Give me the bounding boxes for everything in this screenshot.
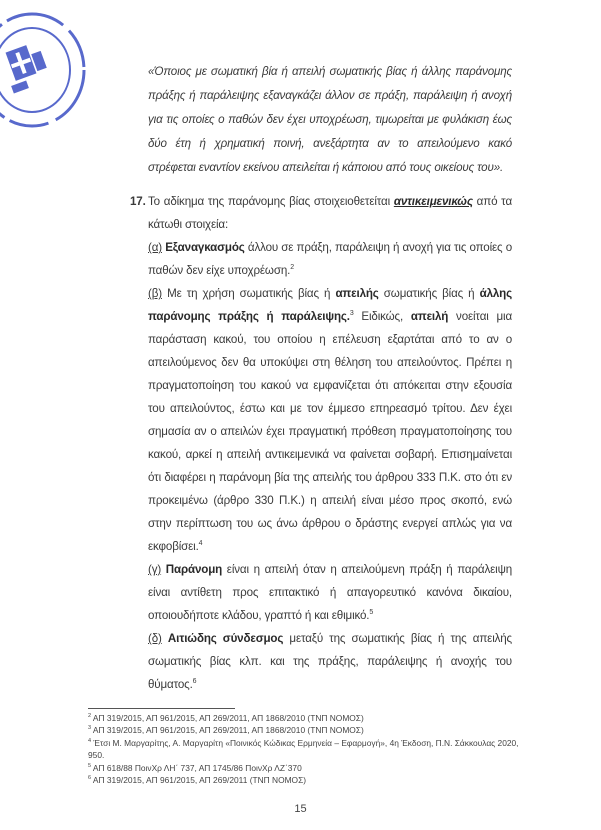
item-text: νοείται μια παράσταση κακού, του οποίου η επέλευση εξαρτάται από το αν ο απειλούμενος δεν θα υποκύψει στη θέληση του απειλούντος. Πρέπει η πραγματοποίηση του κακού να εμφανίζεται ότι απόκειται στην εξουσία του απειλούντος, έστω και με τον έμμεσο επηρεασμό τρίτου. Δεν έχει σημασία αν ο απειλών έχει πραγματική πρόθεση πραγματοποίησης του κακού, αρκεί η απειλή αντικειμενικά να φαίνεται σοβαρή. Επισημαίνεται ότι διαφέρει η παράνομη βία της απειλής του άρθρου 333 Π.Κ. στο ότι εν προκειμένω (άρθρο 330 Π.Κ.) η απειλή είναι μέσο προς σκοπό, ενώ στην περίπτωση του ως άνω άρθρου ο δράστης ενεργεί απλώς για να εκφοβίσει.: [148, 310, 512, 553]
item-label: (δ): [148, 632, 162, 645]
footnote: [88, 762, 528, 774]
footnote-text: ΑΠ 319/2015, ΑΠ 961/2015, ΑΠ 269/2011 (ΤΝΠ ΝΟΜΟΣ): [91, 775, 307, 786]
footnote-number: 5: [88, 762, 92, 769]
item-label: (γ): [148, 563, 162, 576]
paragraph-number: 17.: [130, 195, 146, 208]
footnote: [88, 774, 528, 786]
paragraph-intro: [148, 190, 512, 236]
item-text: σωματικής βίας ή: [378, 287, 480, 300]
footnote: [88, 712, 528, 724]
footnote-ref[interactable]: 2: [290, 264, 294, 272]
footnote-ref[interactable]: 3: [349, 310, 354, 318]
official-stamp: [0, 8, 92, 130]
paragraph-17: [130, 190, 512, 696]
item-term: Παράνομη: [165, 563, 223, 576]
item-label: (β): [148, 287, 162, 300]
element-gamma: [148, 558, 512, 627]
page-number: 15: [294, 803, 307, 816]
footnote-ref[interactable]: 4: [198, 540, 203, 548]
footnote-ref[interactable]: 6: [192, 678, 197, 686]
footnote-text: ΑΠ 319/2015, ΑΠ 961/2015, ΑΠ 269/2011, ΑΠ 1868/2010 (ΤΝΠ ΝΟΜΟΣ): [91, 713, 364, 723]
emphasis-term: αντικειμενικώς: [393, 195, 473, 208]
element-alpha: [148, 236, 512, 282]
item-text: μεταξύ της σωματικής βίας ή της απειλής σωματικής βίας κλπ. και της πράξης, παράλειψης ή ανοχής του θύματος.: [148, 632, 512, 691]
quoted-article-text: «Όποιος με σωματική βία ή απειλή σωματικής βίας ή άλλης παράνομης πράξης ή παράλειψης εξαναγκάζει άλλον σε πράξη, παράλειψη ή ανοχή για τις οποίες ο παθών δεν έχει υποχρέωση, τιμωρείται με φυλάκιση έως δύο έτη ή χρηματική ποινή, ανεξάρτητα αν το απειλούμενο κακό στρέφεται εναντίον εκείνου απειλείται ή κάποιου από τους οικείους του».: [148, 65, 512, 174]
item-term: απειλής: [335, 287, 379, 300]
item-label: (α): [148, 241, 162, 254]
footnote: [88, 737, 528, 762]
intro-text-end: από τα κάτωθι στοιχεία:: [148, 195, 512, 231]
item-term: άλλης παράνομης πράξης ή παράλειψης.: [148, 287, 512, 323]
footnote: [88, 724, 528, 736]
footnote-text: Έτσι Μ. Μαργαρίτης, Α. Μαργαρίτη «Ποινικός Κώδικας Ερμηνεία – Εφαρμογή», 4η Έκδοση, Π.Ν. Σάκκουλας 2020, 950.: [88, 737, 519, 761]
item-text: Ειδικώς,: [353, 310, 411, 323]
item-term: απειλή: [410, 310, 449, 323]
footnotes: [88, 712, 528, 786]
footnote-number: 2: [88, 713, 92, 720]
intro-text: Το αδίκημα της παράνομης βίας στοιχειοθετείται: [148, 195, 394, 208]
footnote-text: ΑΠ 319/2015, ΑΠ 961/2015, ΑΠ 269/2011, ΑΠ 1868/2010 (ΤΝΠ ΝΟΜΟΣ): [91, 725, 364, 736]
footnote-number: 6: [88, 775, 92, 782]
footnote-ref[interactable]: 5: [369, 609, 374, 617]
element-delta: [148, 627, 512, 696]
footnote-number: 3: [88, 725, 92, 732]
item-term: Αιτιώδης σύνδεσμος: [167, 632, 284, 645]
footnote-number: 4: [88, 738, 92, 745]
item-text: είναι η απειλή όταν η απειλούμενη πράξη ή παράλειψη είναι αντίθετη προς επιτακτικό ή απαγορευτικό κανόνα δικαίου, οποιουδήποτε κλάδου, γραπτό ή και εθιμικό.: [148, 563, 512, 622]
item-text: άλλου σε πράξη, παράλειψη ή ανοχή για τις οποίες ο παθών δεν είχε υποχρέωση.: [148, 241, 512, 277]
item-term: Εξαναγκασμός: [165, 241, 245, 254]
footnote-text: ΑΠ 618/88 ΠοινΧρ ΛΗ΄ 737, ΑΠ 1745/86 ΠοινΧρ ΛΖ΄370: [91, 762, 302, 773]
footnote-separator: [88, 708, 235, 709]
element-beta: [148, 282, 512, 558]
item-text: Με τη χρήση σωματικής βίας ή: [161, 287, 336, 300]
